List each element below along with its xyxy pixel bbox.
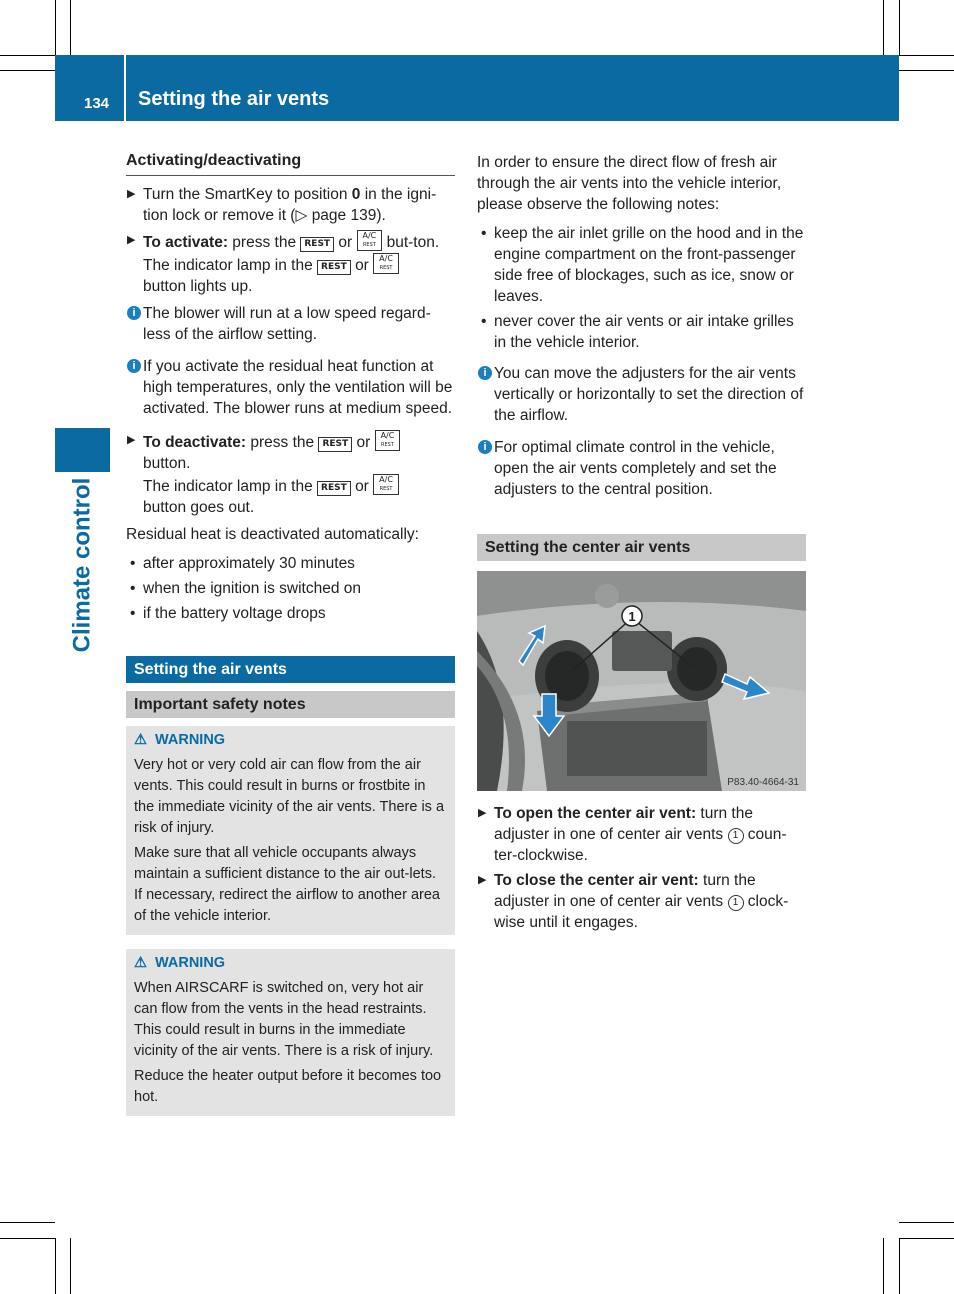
callout-1-icon: 1 — [728, 895, 744, 911]
callout-1-icon: 1 — [728, 828, 744, 844]
step-text: but-ton. — [386, 234, 440, 251]
step-arrow-icon: ▶ — [127, 434, 136, 446]
info-text: You can move the adjusters for the air vents vertically or horizontally to set the direction of the airflow. — [494, 365, 804, 424]
list-item — [126, 553, 455, 574]
rest-button-icon: REST — [317, 481, 351, 496]
ac-label: A/C — [379, 475, 393, 484]
list-item-text: when the ignition is switched on — [143, 580, 361, 597]
crop-mark — [883, 1238, 884, 1294]
residual-intro: Residual heat is deactivated automatically: — [126, 526, 419, 543]
warning-text: Make sure that all vehicle occupants always maintain a sufficient distance to the air out-lets. If necessary, redirect the airflow to another area of the vehicle interior. — [134, 845, 440, 924]
step-text: The indicator lamp in the — [143, 478, 318, 495]
step-text: press the — [246, 434, 319, 451]
info-note — [477, 437, 806, 500]
dashboard-illustration — [477, 571, 806, 791]
section-heading: Setting the air vents — [126, 656, 455, 683]
info-icon: i — [478, 366, 492, 380]
or-text: or — [355, 478, 369, 495]
crop-mark — [899, 55, 954, 56]
crop-mark — [0, 70, 55, 71]
ac-label: A/C — [362, 231, 377, 240]
warning-text: When AIRSCARF is switched on, very hot air can flow from the vents in the head restraints. This could result in burns in the immediate vicinity of the air vents. There is a risk of injury. — [134, 980, 434, 1059]
list-item — [477, 311, 806, 353]
photo-callout-label: 1 — [628, 609, 636, 624]
step-close-vent — [477, 870, 806, 933]
step-arrow-icon: ▶ — [478, 807, 487, 819]
activate-label: To activate: — [143, 234, 228, 251]
intro-text: In order to ensure the direct flow of fresh air through the air vents into the vehicle interior, please observe the following notes: — [477, 154, 782, 213]
right-column — [477, 152, 806, 937]
info-note — [126, 356, 455, 419]
warning-box — [126, 949, 455, 1116]
list-item — [477, 223, 806, 307]
list-item-text: if the battery voltage drops — [143, 605, 326, 622]
chapter-label: Climate control — [68, 477, 96, 653]
ac-rest-button-icon — [373, 253, 399, 274]
left-column — [126, 150, 455, 1116]
step-text: The indicator lamp in the — [143, 257, 318, 274]
page-title: Setting the air vents — [138, 88, 330, 110]
warning-header — [134, 730, 447, 751]
crop-mark — [899, 70, 954, 71]
crop-mark — [899, 1222, 954, 1223]
crop-mark — [0, 1238, 55, 1239]
bullet-icon: • — [130, 605, 136, 622]
or-text: or — [355, 257, 369, 274]
step-position: 0 — [351, 186, 361, 203]
step-arrow-icon: ▶ — [127, 188, 136, 200]
or-text: or — [338, 234, 353, 251]
warning-text: Very hot or very cold air can flow from the air vents. This could result in burns or frostbite in the immediate vicinity of the air vents. There is a risk of injury. — [134, 757, 445, 836]
step-text: button. — [143, 455, 191, 472]
or-text: or — [356, 434, 371, 451]
ac-label: A/C — [379, 254, 393, 263]
crop-mark — [70, 1238, 71, 1294]
bullet-icon: • — [130, 580, 136, 597]
step-arrow-icon: ▶ — [127, 234, 136, 246]
warning-triangle-icon: ⚠ — [134, 955, 147, 971]
step-text: button goes out. — [143, 499, 255, 516]
step-arrow-icon: ▶ — [478, 874, 487, 886]
warning-label: WARNING — [155, 732, 226, 748]
step-text: clock-wise until it engages. — [494, 893, 789, 931]
crop-mark — [899, 1238, 954, 1239]
step-deactivate — [126, 430, 455, 518]
ac-rest-button-icon — [375, 430, 401, 451]
ac-sub-label: REST — [379, 265, 393, 271]
step-text: coun-ter-clockwise. — [494, 826, 787, 864]
warning-text: Reduce the heater output before it becomes too hot. — [134, 1068, 442, 1105]
open-label: To open the center air vent: — [494, 805, 697, 822]
warning-triangle-icon: ⚠ — [134, 732, 147, 748]
ac-rest-button-icon — [357, 230, 383, 251]
crop-mark — [0, 55, 55, 56]
photo-code: P83.40-4664-31 — [727, 777, 799, 788]
chapter-tab — [55, 428, 110, 472]
info-note — [477, 363, 806, 426]
step-text: press the — [228, 234, 301, 251]
header-divider — [124, 55, 126, 121]
step-open-vent — [477, 803, 806, 866]
step-text: button lights up. — [143, 278, 253, 295]
bullet-icon: • — [481, 313, 487, 330]
list-item — [126, 603, 455, 624]
crop-mark — [899, 1238, 900, 1294]
safety-heading: Important safety notes — [126, 691, 455, 718]
step-text: turn the adjuster in one of center air vents — [494, 872, 756, 910]
crop-mark — [55, 0, 56, 55]
ac-sub-label: REST — [381, 442, 394, 448]
list-item-text: keep the air inlet grille on the hood and in the engine compartment on the front-passenger side free of blockages, such as ice, snow or leaves. — [494, 225, 804, 305]
list-item-text: never cover the air vents or air intake grilles in the vehicle interior. — [494, 313, 794, 351]
deactivate-label: To deactivate: — [143, 434, 247, 451]
list-item — [126, 578, 455, 599]
info-text: The blower will run at a low speed regard-less of the airflow setting. — [143, 305, 431, 343]
step-smartkey — [126, 184, 455, 226]
warning-label: WARNING — [155, 955, 226, 971]
crop-mark — [899, 0, 900, 55]
activating-heading: Activating/deactivating — [126, 150, 455, 176]
list-item-text: after approximately 30 minutes — [143, 555, 355, 572]
crop-mark — [70, 0, 71, 55]
rest-button-icon: REST — [318, 437, 352, 452]
step-text: Turn the SmartKey to position — [143, 186, 352, 203]
page-number: 134 — [84, 95, 110, 112]
info-icon: i — [478, 440, 492, 454]
ac-sub-label: REST — [362, 242, 376, 248]
info-icon: i — [127, 359, 141, 373]
crop-mark — [55, 1238, 56, 1294]
warning-box — [126, 726, 455, 935]
close-label: To close the center air vent: — [494, 872, 699, 889]
ac-rest-button-icon — [373, 474, 399, 495]
bullet-icon: • — [130, 555, 136, 572]
rest-button-icon: REST — [317, 260, 351, 275]
ac-sub-label: REST — [379, 486, 393, 492]
rest-button-icon: REST — [300, 237, 334, 252]
step-activate — [126, 230, 455, 297]
info-text: For optimal climate control in the vehicle, open the air vents completely and set the adjusters to the central position. — [494, 439, 777, 498]
ac-label: A/C — [380, 431, 395, 440]
crop-mark — [0, 1222, 55, 1223]
step-text: turn the adjuster in one of center air vents — [494, 805, 753, 843]
bullet-icon: • — [481, 225, 487, 242]
center-vents-heading: Setting the center air vents — [477, 534, 806, 561]
info-icon: i — [127, 306, 141, 320]
crop-mark — [883, 0, 884, 55]
info-text: If you activate the residual heat function at high temperatures, only the ventilation will be activated. The blower runs at medium speed. — [143, 358, 453, 417]
info-note — [126, 303, 455, 345]
warning-header — [134, 953, 447, 974]
dashboard-photo — [477, 571, 806, 791]
step-text: in the igni-tion lock or remove it (▷ page 139). — [143, 186, 437, 224]
